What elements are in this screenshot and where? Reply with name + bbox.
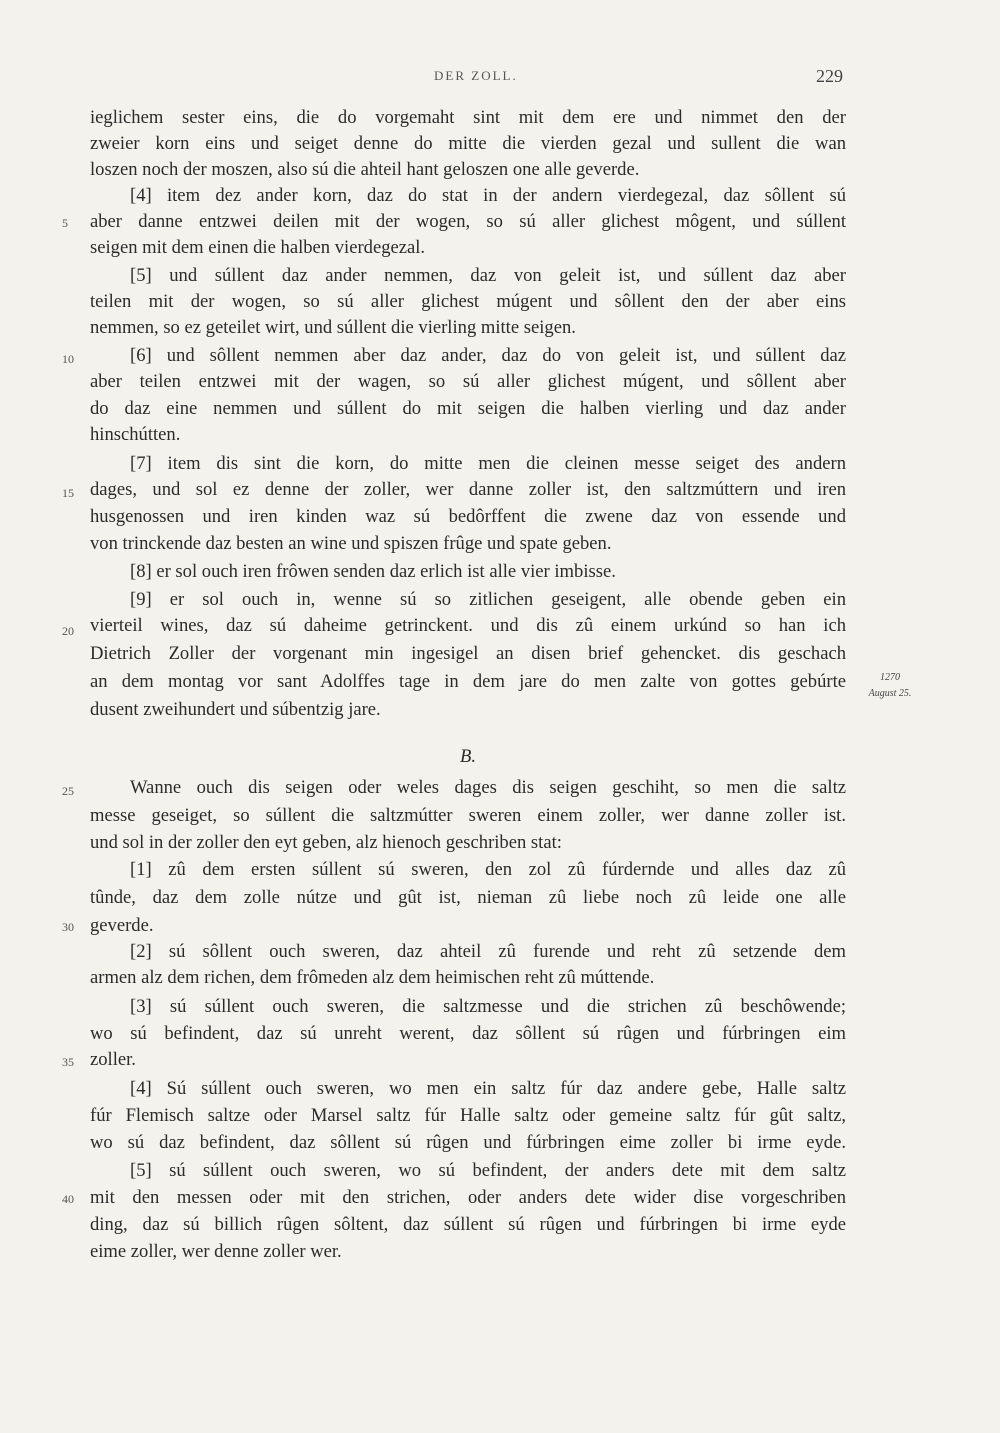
text-line: [5] und súllent daz ander nemmen, daz von geleit ist, und súllent daz aber <box>130 265 846 286</box>
text-line: [2] sú sôllent ouch sweren, daz ahteil zû furende und reht zû setzende dem <box>130 941 846 962</box>
text-line: von trinckende daz besten an wine und spiszen frûge und spate geben. <box>90 533 612 554</box>
text-line: [3] sú súllent ouch sweren, die saltzmesse und die strichen zû beschôwende; <box>130 996 846 1017</box>
text-line: [8] er sol ouch iren frôwen senden daz erlich ist alle vier imbisse. <box>130 561 616 582</box>
text-line: aber danne entzwei deilen mit der wogen, so sú aller glichest môgent, und súllent <box>90 211 846 232</box>
text-line: zweier korn eins und seiget denne do mitte die vierden gezal und sullent die wan <box>90 133 846 154</box>
text-line: Wanne ouch dis seigen oder weles dages dis seigen geschiht, so men die saltz <box>130 777 846 798</box>
text-line: husgenossen und iren kinden waz sú bedôrffent die zwene daz von essende und <box>90 506 846 527</box>
text-line: do daz eine nemmen und súllent do mit seigen die halben vierling und daz ander <box>90 398 846 419</box>
text-line: [1] zû dem ersten súllent sú sweren, den zol zû fúrdernde und alles daz zû <box>130 859 846 880</box>
text-line: Dietrich Zoller der vorgenant min ingesigel an disen brief gehencket. dis geschach <box>90 643 846 664</box>
line-number: 25 <box>62 784 74 798</box>
running-head <box>0 66 1000 90</box>
text-line: [9] er sol ouch in, wenne sú so zitlichen geseigent, alle obende geben ein <box>130 589 846 610</box>
line-number: 5 <box>62 216 68 230</box>
page-number: 229 <box>816 66 843 86</box>
text-line: armen alz dem richen, dem frômeden alz dem heimischen reht zû múttende. <box>90 967 655 988</box>
text-line: dages, und sol ez denne der zoller, wer danne zoller ist, den saltzmúttern und iren <box>90 479 846 500</box>
text-line: geverde. <box>90 915 154 936</box>
margin-date: August 25. <box>868 688 912 699</box>
text-line: nemmen, so ez geteilet wirt, und súllent die vierling mitte seigen. <box>90 317 576 338</box>
text-line: [4] Sú súllent ouch sweren, wo men ein saltz fúr daz andere gebe, Halle saltz <box>130 1078 846 1099</box>
margin-date-note <box>850 670 930 702</box>
text-line: wo sú befindent, daz sú unreht werent, daz sôllent sú rûgen und fúrbringen eim <box>90 1023 846 1044</box>
text-line: zoller. <box>90 1049 136 1070</box>
text-line: eime zoller, wer denne zoller wer. <box>90 1241 342 1262</box>
text-line: mit den messen oder mit den strichen, oder anders dete wider dise vorgeschriben <box>90 1187 846 1208</box>
line-number: 30 <box>62 920 74 934</box>
line-number: 35 <box>62 1055 74 1069</box>
margin-year: 1270 <box>880 672 900 683</box>
text-line: vierteil wines, daz sú daheime getrinckent. und dis zû einem urkúnd so han ich <box>90 615 846 636</box>
text-line: wo sú daz befindent, daz sôllent sú rûgen und fúrbringen eime zoller bi irme eyde. <box>90 1132 846 1153</box>
text-line: seigen mit dem einen die halben vierdegezal. <box>90 237 426 258</box>
text-line: dusent zweihundert und súbentzig jare. <box>90 699 381 720</box>
text-line: aber teilen entzwei mit der wagen, so sú aller glichest múgent, und sôllent aber <box>90 371 846 392</box>
text-line: [6] und sôllent nemmen aber daz ander, daz do von geleit ist, und súllent daz <box>130 345 846 366</box>
section-heading: B. <box>459 746 476 767</box>
text-line: an dem montag vor sant Adolffes tage in dem jare do men zalte von gottes gebúrte <box>90 671 846 692</box>
text-line: hinschútten. <box>90 424 181 445</box>
text-line: [4] item dez ander korn, daz do stat in der andern vierdegezal, daz sôllent sú <box>130 185 846 206</box>
text-line: teilen mit der wogen, so sú aller glichest múgent und sôllent den der aber eins <box>90 291 846 312</box>
text-line: tûnde, daz dem zolle nútze und gût ist, nieman zû liebe noch zû leide one alle <box>90 887 846 908</box>
text-line: loszen noch der moszen, also sú die ahteil hant geloszen one alle geverde. <box>90 159 640 180</box>
text-line: und sol in der zoller den eyt geben, alz hienoch geschriben stat: <box>90 832 562 853</box>
line-number: 40 <box>62 1192 74 1206</box>
running-title: DER ZOLL. <box>434 68 518 83</box>
text-line: [7] item dis sint die korn, do mitte men die cleinen messe seiget des andern <box>130 453 846 474</box>
text-line: [5] sú súllent ouch sweren, wo sú befindent, der anders dete mit dem saltz <box>130 1160 846 1181</box>
line-number: 15 <box>62 486 74 500</box>
text-line: fúr Flemisch saltze oder Marsel saltz fúr Halle saltz oder gemeine saltz fúr gût saltz, <box>90 1105 846 1126</box>
line-number: 10 <box>62 352 74 366</box>
text-line: ding, daz sú billich rûgen sôltent, daz súllent sú rûgen und fúrbringen bi irme eyde <box>90 1214 846 1235</box>
text-line: ieglichem sester eins, die do vorgemaht sint mit dem ere und nimmet den der <box>90 107 846 128</box>
text-line: messe geseiget, so súllent die saltzmútter sweren einem zoller, wer danne zoller ist. <box>90 805 846 826</box>
line-number: 20 <box>62 624 74 638</box>
